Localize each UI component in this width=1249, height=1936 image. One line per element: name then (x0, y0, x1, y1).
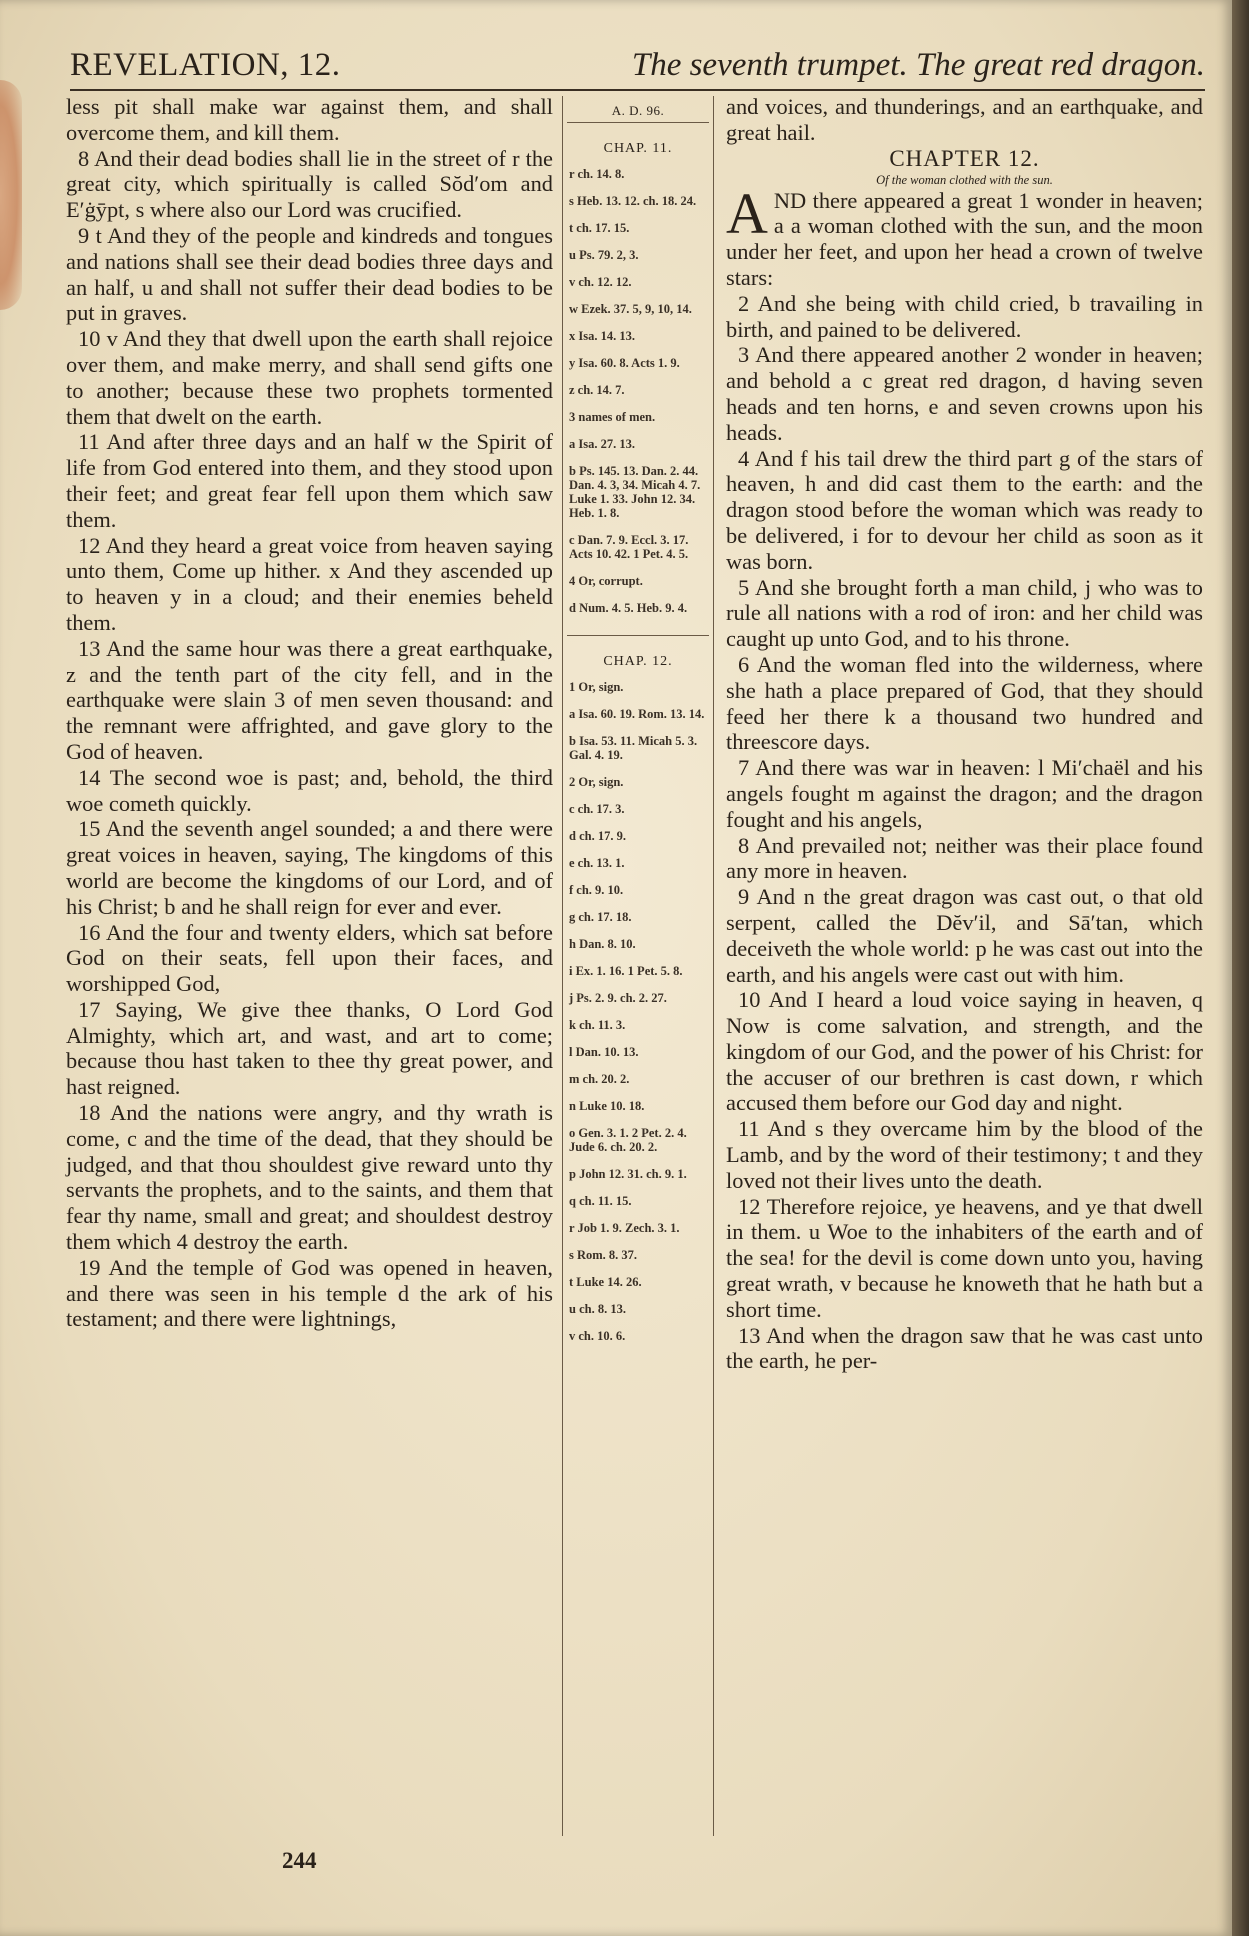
cross-reference: 3 names of men. (569, 410, 656, 424)
verse-text: 13 And when the dragon saw that he was cast unto the earth, he per- (726, 1322, 1203, 1374)
verse-text: 18 And the nations were angry, and thy wrath is come, c and the time of the dead, that they should be judged, and that thou shouldest give reward unto thy servants the prophets, and to the saints, and them that fear thy name, small and great; and shouldest destroy them which 4 destroy the earth. (66, 1100, 553, 1255)
cross-reference: m ch. 20. 2. (569, 1072, 630, 1086)
verse-text: 15 And the seventh angel sounded; a and there were great voices in heaven, saying, The kingdoms of this world are become the kingdoms of our Lord, and of his Christ; b and he shall reign for ever and ever. (66, 816, 553, 919)
cross-reference: p John 12. 31. ch. 9. 1. (569, 1167, 687, 1181)
chapter-12-ref-heading: CHAP. 12. (603, 654, 673, 669)
cross-reference: t ch. 17. 15. (569, 221, 630, 235)
cross-reference: v ch. 10. 6. (569, 1329, 626, 1343)
verse-text: 11 And after three days and an half w the Spirit of life from God entered into them, and they stood upon their feet; and great fear fell upon them which saw them. (66, 429, 553, 532)
chapter-12-references (563, 680, 713, 1343)
cross-reference: g ch. 17. 18. (569, 910, 632, 924)
cross-reference: x Isa. 14. 13. (569, 329, 635, 343)
verse-text: 2 And she being with child cried, b travailing in birth, and pained to be delivered. (726, 290, 1203, 342)
verse-text: 12 Therefore rejoice, ye heavens, and ye that dwell in them. u Woe to the inhabiters of the earth and of the sea! for the devil is come down unto you, having great wrath, v because he knoweth that he hath but a short time. (726, 1193, 1203, 1322)
verse-text: 9 t And they of the people and kindreds and tongues and nations shall see their dead bodies three days and an half, u and shall not suffer their dead bodies to be put in graves. (66, 222, 553, 326)
cross-reference: a Isa. 60. 19. Rom. 13. 14. (569, 707, 705, 721)
verse-1 (726, 180, 1203, 291)
chapter-11-references (563, 167, 713, 615)
thumb-index-tab (0, 80, 22, 310)
page-edge (1232, 0, 1249, 1936)
right-text-column (726, 94, 1203, 1374)
verse-text: 10 v And they that dwell upon the earth shall rejoice over them, and make merry, and shall send gifts one to another; because these two prophets tormented them that dwelt on the earth. (66, 326, 553, 429)
cross-reference: s Heb. 13. 12. ch. 18. 24. (569, 194, 697, 208)
cross-reference: 1 Or, sign. (569, 680, 624, 694)
verse-text: 5 And she brought forth a man child, j who was to rule all nations with a rod of iron: and her child was caught up unto God, and to his throne. (726, 574, 1203, 652)
cross-reference: h Dan. 8. 10. (569, 937, 636, 951)
cross-reference: d Num. 4. 5. Heb. 9. 4. (569, 601, 688, 615)
chapter-11-ref-heading: CHAP. 11. (603, 141, 673, 156)
book-chapter-heading: REVELATION, 12. (70, 47, 341, 83)
verse-text: 17 Saying, We give thee thanks, O Lord God Almighty, which art, and wast, and art to come; because thou hast taken to thee thy great power, and hast reigned. (66, 996, 553, 1100)
cross-reference: s Rom. 8. 37. (569, 1248, 638, 1262)
cross-reference: c Dan. 7. 9. Eccl. 3. 17. Acts 10. 42. 1 Pet. 4. 5. (569, 533, 689, 561)
cross-reference: a Isa. 27. 13. (569, 437, 635, 451)
verse-text: 16 And the four and twenty elders, which sat before God on their seats, fell upon their faces, and worshipped God, (66, 919, 553, 997)
cross-reference: u Ps. 79. 2, 3. (569, 248, 639, 262)
verse-text: 13 And the same hour was there a great earthquake, z and the tenth part of the city fell, and in the earthquake were slain 3 of men seven thousand: and the remnant were affrighted, and gave glory to the God of heaven. (66, 635, 553, 764)
drop-cap: A (726, 180, 768, 246)
cross-reference: r ch. 14. 8. (569, 167, 625, 181)
cross-reference: j Ps. 2. 9. ch. 2. 27. (569, 991, 667, 1005)
cross-reference: 4 Or, corrupt. (569, 574, 643, 588)
chapter-title: CHAPTER 12. (889, 145, 1040, 171)
page-number: 244 (282, 1848, 317, 1873)
cross-reference: w Ezek. 37. 5, 9, 10, 14. (569, 302, 692, 316)
verse-text: 9 And n the great dragon was cast out, o that old serpent, called the Dĕv′il, and Sā′tan, which deceiveth the whole world: p he was cast out into the earth, and his angels were cast out with him. (726, 884, 1203, 987)
cross-reference: f ch. 9. 10. (569, 883, 624, 897)
cross-reference: t Luke 14. 26. (569, 1275, 642, 1289)
verse-text: 11 And s they overcame him by the blood of the Lamb, and by the word of their testimony; t and they loved not their lives unto the death. (726, 1116, 1203, 1193)
running-header (70, 40, 1205, 90)
verse-1-text: ND there appeared a great 1 wonder in heaven; a a woman clothed with the sun, and the moon under her feet, and upon her head a crown of twelve stars: (726, 187, 1203, 290)
cross-reference: k ch. 11. 3. (569, 1018, 626, 1032)
chapter-summary: Of the woman clothed with the sun. (876, 172, 1053, 187)
cross-reference: c ch. 17. 3. (569, 802, 625, 816)
cross-reference: v ch. 12. 12. (569, 275, 632, 289)
verse-text: 3 And there appeared another 2 wonder in heaven; and behold a c great red dragon, d having seven heads and ten horns, e and seven crowns upon his heads. (726, 342, 1203, 445)
verse-text: 8 And prevailed not; neither was their place found any more in heaven. (726, 832, 1203, 884)
cross-reference: b Isa. 53. 11. Micah 5. 3. Gal. 4. 19. (569, 734, 698, 762)
verse-text: 6 And the woman fled into the wilderness, where she hath a place prepared of God, that they should feed her there k a thousand two hundred and threescore days. (726, 651, 1203, 755)
cross-reference: q ch. 11. 15. (569, 1194, 632, 1208)
verse-text: 14 The second woe is past; and, behold, the third woe cometh quickly. (66, 764, 553, 816)
cross-reference: n Luke 10. 18. (569, 1099, 645, 1113)
cross-reference: i Ex. 1. 16. 1 Pet. 5. 8. (569, 964, 683, 978)
topic-heading: The seventh trumpet. The great red dragon. (631, 47, 1205, 83)
verse-text: 12 And they heard a great voice from heaven saying unto them, Come up hither. x And they ascended up to heaven y in a cloud; and their enemies beheld them. (66, 532, 553, 635)
cross-reference: e ch. 13. 1. (569, 856, 625, 870)
cross-reference: r Job 1. 9. Zech. 3. 1. (569, 1221, 680, 1235)
cross-reference: u ch. 8. 13. (569, 1302, 626, 1316)
verse-text: 7 And there was war in heaven: l Mi′chaël and his angels fought m against the dragon; and the dragon fought and his angels, (726, 755, 1203, 832)
cross-reference: o Gen. 3. 1. 2 Pet. 2. 4. Jude 6. ch. 20. 2. (569, 1126, 687, 1154)
left-text-column (66, 94, 553, 1332)
verse-text: 4 And f his tail drew the third part g of the stars of heaven, h and did cast them to the earth: and the dragon stood before the woman which was ready to be delivered, i for to devour her child as soon as it was born. (726, 445, 1203, 574)
verse-text: 19 And the temple of God was opened in heaven, and there was seen in his temple d the ark of his testament; and there were lightnings, (66, 1254, 553, 1332)
cross-reference-column (562, 96, 714, 1836)
header-rule (70, 89, 1205, 91)
cross-reference: l Dan. 10. 13. (569, 1045, 639, 1059)
cross-reference: y Isa. 60. 8. Acts 1. 9. (569, 356, 680, 370)
date-label: A. D. 96. (567, 96, 709, 123)
cross-reference: z ch. 14. 7. (569, 383, 625, 397)
verse-text: less pit shall make war against them, and shall overcome them, and kill them. (66, 94, 553, 145)
reference-divider (567, 635, 709, 636)
cross-reference: 2 Or, sign. (569, 775, 624, 789)
verse-text: 8 And their dead bodies shall lie in the street of r the great city, which spiritually is called Sŏd′om and E′ġȳpt, s where also our Lord was crucified. (66, 145, 553, 223)
cross-reference: b Ps. 145. 13. Dan. 2. 44. Dan. 4. 3, 34. Micah 4. 7. Luke 1. 33. John 12. 34. Heb. 1. 8. (569, 464, 701, 520)
verse-text: 10 And I heard a loud voice saying in heaven, q Now is come salvation, and strength, and the kingdom of our God, and the power of his Christ: for the accuser of our brethren is cast down, r which accused them before our God day and night. (726, 987, 1203, 1116)
verse-text: and voices, and thunderings, and an earthquake, and great hail. (726, 94, 1203, 145)
cross-reference: d ch. 17. 9. (569, 829, 626, 843)
